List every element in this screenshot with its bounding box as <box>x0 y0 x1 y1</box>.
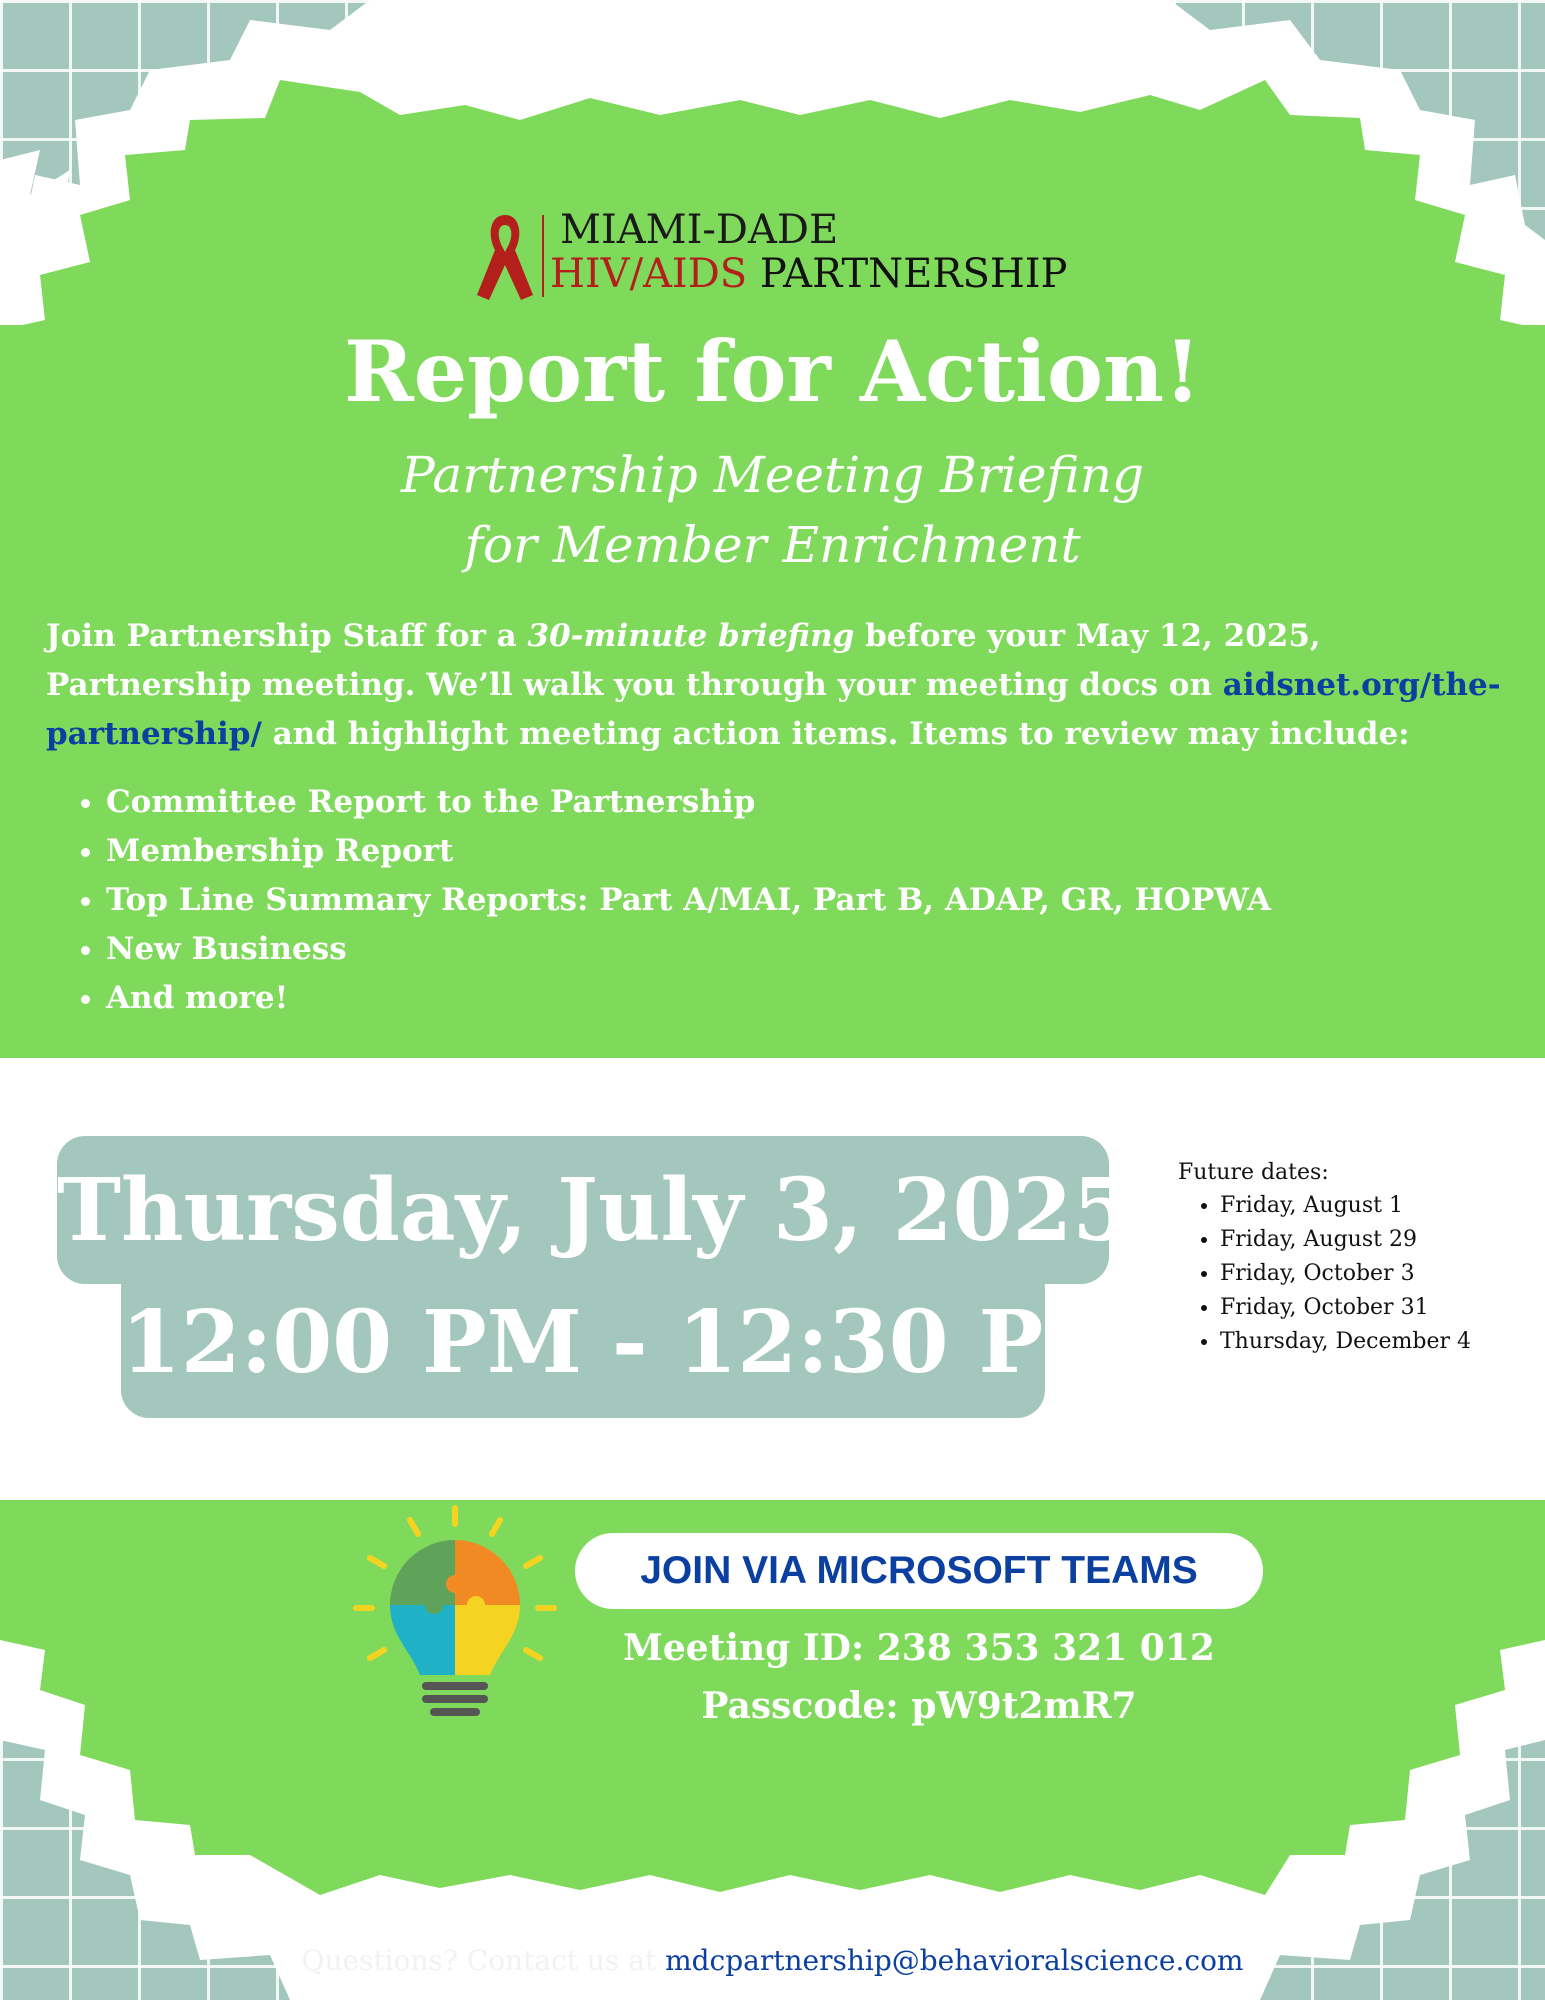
list-item: • Top Line Summary Reports: Part A/MAI, Part B, ADAP, GR, HOPWA <box>106 876 1406 925</box>
event-time: 12:00 PM - 12:30 PM <box>121 1292 1139 1393</box>
join-teams-button[interactable] <box>575 1533 1263 1609</box>
bottom-torn-paper-decoration <box>0 1620 1545 2000</box>
intro-text-2: before your May 12, 2025, Partnership meeting. We’ll walk you through your meeting docs on <box>46 618 1321 703</box>
list-item: • Friday, October 3 <box>1220 1257 1518 1291</box>
partnership-docs-link[interactable]: aidsnet.org/the-partnership/ <box>46 667 1501 752</box>
red-ribbon-icon <box>475 210 535 305</box>
event-date: Thursday, July 3, 2025 <box>57 1160 1133 1261</box>
puzzle-lightbulb-icon <box>350 1500 560 1740</box>
logo-divider <box>542 215 544 297</box>
meeting-passcode: Passcode: pW9t2mR7 <box>701 1685 1137 1727</box>
footer-prefix: Questions? Contact us at <box>301 1944 666 1977</box>
list-item: • Friday, October 31 <box>1220 1291 1518 1325</box>
list-item: • Thursday, December 4 <box>1220 1325 1518 1359</box>
list-item: • Friday, August 29 <box>1220 1223 1518 1257</box>
logo-line-1: MIAMI-DADE <box>560 207 839 253</box>
intro-emphasis: 30-minute briefing <box>527 618 855 654</box>
intro-text-1: Join Partnership Staff for a <box>46 618 528 654</box>
list-item: • New Business <box>106 925 1406 974</box>
logo-hiv-aids: HIV/AIDS <box>550 251 748 297</box>
list-item: • Committee Report to the Partnership <box>106 778 1406 827</box>
list-item: • Friday, August 1 <box>1220 1189 1518 1223</box>
contact-email-link[interactable]: mdcpartnership@behavioralscience.com <box>665 1944 1244 1977</box>
join-teams-button-label: JOIN VIA MICROSOFT TEAMS <box>640 1549 1198 1592</box>
subtitle-line-1: Partnership Meeting Briefing <box>401 446 1144 504</box>
list-item: • And more! <box>106 974 1406 1023</box>
meeting-id: Meeting ID: 238 353 321 012 <box>623 1627 1215 1669</box>
future-dates-label: Future dates: <box>1178 1160 1329 1185</box>
page-title: Report for Action! <box>344 322 1201 421</box>
review-items-list <box>56 778 1406 1023</box>
partnership-logo <box>470 205 1080 305</box>
intro-paragraph <box>46 612 1506 759</box>
intro-text-3: and highlight meeting action items. Items to review may include: <box>261 716 1410 752</box>
logo-partnership: PARTNERSHIP <box>747 251 1068 297</box>
logo-line-2 <box>550 251 1067 297</box>
future-dates <box>1178 1160 1518 1359</box>
list-item: • Membership Report <box>106 827 1406 876</box>
footer-contact <box>0 1944 1545 1977</box>
subtitle-line-2: for Member Enrichment <box>464 516 1081 574</box>
